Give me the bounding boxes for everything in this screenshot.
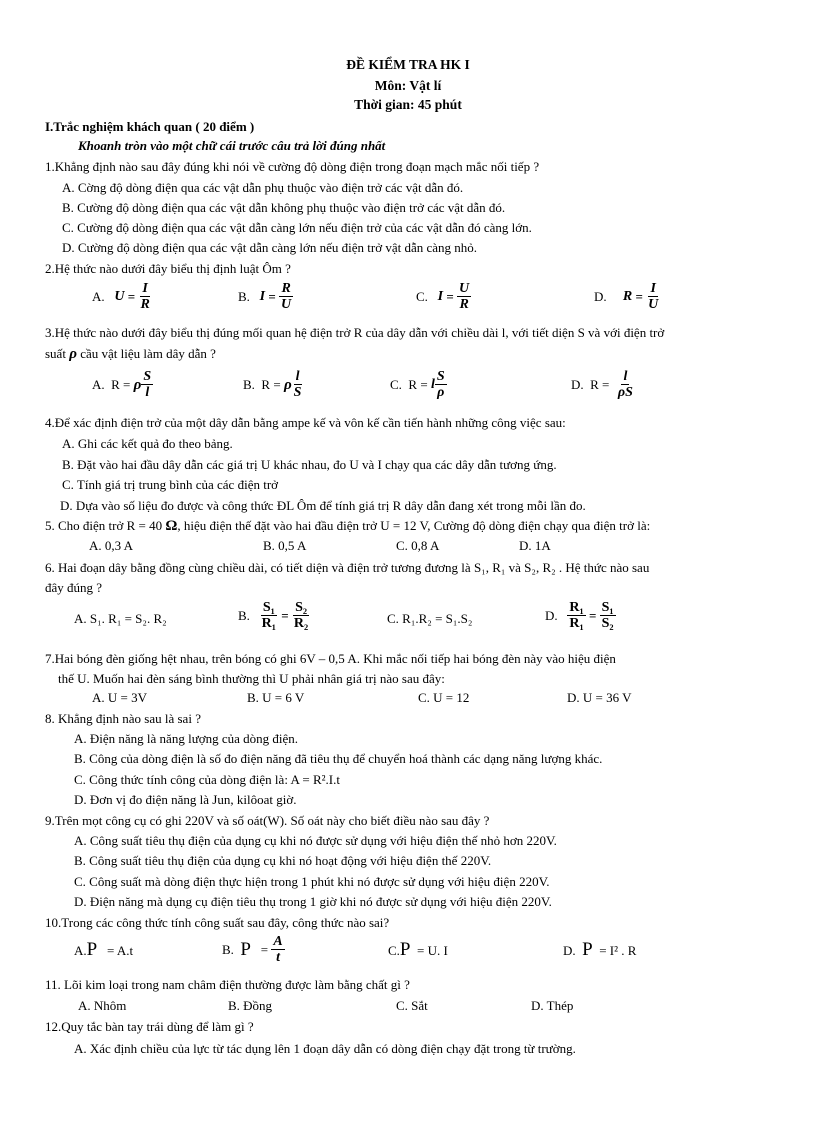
q10-option-d[interactable] — [563, 939, 637, 960]
q12-option-a[interactable]: A. Xác định chiều của lực từ tác dụng lên 1 đoạn dây dẫn có dòng điện chạy đặt trong từ trường. — [74, 1041, 576, 1056]
q5-text-a: 5. Cho điện trở R = 40 — [45, 518, 163, 533]
q11-option-a[interactable]: A. Nhôm — [78, 998, 127, 1013]
q3-coef-b: ρ — [283, 376, 292, 393]
q7-option-a[interactable]: A. U = 3V — [92, 690, 147, 705]
q1-option-c[interactable]: C. Cường độ dòng điện qua các vật dẫn càng lớn nếu điện trở của các vật dẫn đó càng lớn. — [62, 220, 532, 235]
equals-sign: = — [446, 288, 454, 304]
q3-option-a[interactable] — [92, 369, 153, 400]
q5-option-a[interactable]: A. 0,3 A — [89, 538, 134, 553]
equals-sign: = — [127, 288, 136, 304]
q7-option-c[interactable]: C. U = 12 — [418, 690, 470, 705]
q2-lhs-d: R — [622, 288, 633, 304]
q4-option-c[interactable]: C. Tính giá trị trung bình của các điện trở — [62, 477, 279, 492]
q2-num-c: U — [459, 281, 470, 296]
q2-label-d: D. — [594, 288, 607, 304]
q1-option-b[interactable]: B. Cường độ dòng điện qua các vật dẫn không phụ thuộc vào điện trở các vật dẫn đó. — [62, 200, 506, 215]
question-9: 9.Trên mọt công cụ có ghi 220V và số oát(W). Số oát này cho biết điều nào sau đây ? — [45, 813, 490, 828]
q3-prefix: R = — [408, 376, 428, 392]
q3-label-d: D. — [571, 376, 584, 392]
q3-prefix: R = — [590, 376, 610, 392]
q6-b-right-den: R₂ — [293, 616, 309, 631]
q6-label-d: D. — [545, 607, 558, 623]
q6-d-left-num: R₁ — [569, 600, 584, 615]
q3-num-a: S — [143, 369, 152, 384]
q2-den-c: R — [459, 297, 469, 312]
q2-option-b[interactable] — [238, 281, 293, 312]
q2-num-b: R — [281, 281, 291, 296]
q6-option-a[interactable]: A. S₁. R₁ = S₂. R₂ — [74, 611, 167, 626]
q8-option-b[interactable]: B. Công của dòng điện là số đo điện năng đã tiêu thụ để chuyển hoá thành các dạng năng lượng khác. — [74, 751, 603, 766]
q3-den-a: l — [145, 385, 150, 400]
q8-option-d[interactable]: D. Đơn vị đo điện năng là Jun, kilôoat giờ. — [74, 792, 297, 807]
q6-b-right-num: S₂ — [295, 600, 308, 615]
q2-option-c[interactable] — [416, 281, 471, 312]
question-6-line1: 6. Hai đoạn dây bằng đồng cùng chiều dài, có tiết diện và điện trở tương đương là S₁, R₁ và S₂, R₂ . Hệ thức nào sau — [45, 560, 650, 575]
q3-label-b: B. — [243, 376, 255, 392]
q10-rhs-c: = U. I — [417, 943, 448, 958]
power-symbol: P — [86, 939, 98, 960]
question-3-line1: 3.Hệ thức nào dưới đây biểu thị đúng mối quan hệ điện trở R của dây dẫn với chiều dài l, với tiết diện S và với điện trở — [45, 325, 665, 340]
q10-option-b[interactable] — [222, 934, 285, 965]
q2-den-a: R — [140, 297, 150, 312]
q9-option-d[interactable]: D. Điện năng mà dụng cụ điện tiêu thụ trong 1 giờ khi nó được sử dụng với hiệu điện 220V. — [74, 894, 552, 909]
q6-b-left-num: S₁ — [262, 600, 275, 615]
q2-lhs-a: U — [114, 288, 125, 304]
question-7-line1: 7.Hai bóng đèn giống hệt nhau, trên bóng có ghi 6V – 0,5 A. Khi mắc nối tiếp hai bóng đèn này vào hiệu điện — [45, 651, 616, 666]
q3-den-d: ρS — [617, 385, 633, 400]
q6-label-b: B. — [238, 607, 250, 623]
power-symbol: P — [399, 939, 411, 960]
q11-option-b[interactable]: B. Đồng — [228, 998, 273, 1013]
q3-option-c[interactable] — [390, 369, 447, 400]
question-6-line2: đây đúng ? — [45, 580, 103, 595]
q2-num-d: I — [650, 281, 656, 296]
q2-label-a: A. — [92, 288, 105, 304]
q3-den-b: S — [293, 385, 302, 400]
q10-label-c: C. — [388, 943, 400, 958]
q10-rhs-a: = A.t — [106, 943, 134, 958]
q9-option-a[interactable]: A. Công suất tiêu thụ điện của dụng cụ khi nó được sử dụng với hiệu điện thế nhỏ hơn 220V. — [74, 833, 557, 848]
question-2: 2.Hệ thức nào dưới đây biểu thị định luật Ôm ? — [45, 261, 291, 276]
q5-option-c[interactable]: C. 0,8 A — [396, 538, 440, 553]
q10-num-b: A — [273, 934, 283, 949]
q2-label-c: C. — [416, 288, 428, 304]
q8-option-c[interactable]: C. Công thức tính công của dòng điện là: A = R².I.t — [74, 772, 340, 787]
q3-num-d: l — [623, 369, 628, 384]
equals-sign: = — [281, 607, 289, 623]
question-7-line2: thế U. Muốn hai đèn sáng bình thường thì U phải nhân giá trị nào sau đây: — [58, 671, 445, 686]
question-8: 8. Khẳng định nào sau là sai ? — [45, 711, 201, 726]
q5-option-b[interactable]: B. 0,5 A — [263, 538, 307, 553]
q11-option-d[interactable]: D. Thép — [531, 998, 574, 1013]
q10-label-a: A. — [74, 943, 87, 958]
exam-time: Thời gian: 45 phút — [354, 97, 462, 112]
q7-option-b[interactable]: B. U = 6 V — [247, 690, 305, 705]
q5-text-b: , hiệu điện thế đặt vào hai đầu điện trở U = 12 V, Cường độ dòng điện chạy qua điện trở là: — [177, 518, 651, 533]
q8-option-a[interactable]: A. Điện năng là năng lượng của dòng điện. — [74, 731, 299, 746]
section-title: I.Trắc nghiệm khách quan ( 20 điểm ) — [45, 119, 255, 134]
q6-option-d[interactable] — [545, 600, 616, 631]
exam-title: ĐỀ KIỂM TRA HK I — [346, 57, 470, 72]
q6-d-right-num: S₁ — [601, 600, 614, 615]
q6-option-c[interactable]: C. R₁.R₂ = S₁.S₂ — [387, 611, 473, 626]
q5-option-d[interactable]: D. 1A — [519, 538, 551, 553]
q2-option-d[interactable] — [594, 281, 660, 312]
q2-option-a[interactable] — [92, 281, 152, 312]
equals-sign: = — [588, 607, 597, 623]
q3-option-b[interactable] — [243, 369, 303, 400]
q10-label-b: B. — [222, 941, 234, 957]
q10-option-c[interactable] — [388, 939, 448, 960]
question-10: 10.Trong các công thức tính công suất sau đây, công thức nào sai? — [45, 915, 390, 930]
q3-option-d[interactable] — [571, 369, 635, 400]
q3-label-a: A. — [92, 376, 105, 392]
q3-num-b: l — [295, 369, 300, 384]
rho-symbol: ρ — [69, 346, 77, 362]
q3-coef-a: ρ — [133, 376, 142, 393]
q11-option-c[interactable]: C. Sắt — [396, 998, 428, 1013]
q10-label-d: D. — [563, 943, 576, 958]
question-12: 12.Quy tắc bàn tay trái dùng để làm gì ? — [45, 1019, 254, 1034]
equals-sign: = — [268, 288, 276, 304]
q6-b-left-den: R₁ — [261, 616, 276, 631]
q1-option-d[interactable]: D. Cường độ dòng điện qua các vật dẫn càng lớn nếu điện trở vật dẫn càng nhỏ. — [62, 240, 478, 255]
q3-text-suat: suất — [45, 346, 66, 361]
q1-option-a[interactable]: A. Cờng độ dòng điện qua các vật dẫn phụ thuộc vào điện trở các vật dẫn đó. — [62, 180, 464, 195]
q3-prefix: R = — [261, 376, 281, 392]
q6-d-right-den: S₂ — [601, 616, 614, 631]
q9-option-b[interactable]: B. Công suất tiêu thụ điện của dụng cụ khi nó hoạt động với hiệu điện thế 220V. — [74, 853, 492, 868]
question-11: 11. Lõi kim loại trong nam châm điện thường được làm bằng chất gì ? — [45, 977, 410, 992]
q4-option-b[interactable]: B. Đặt vào hai đầu dây dẫn các giá trị U khác nhau, đo U và I chạy qua các dây dẫn tương ứng. — [62, 457, 557, 472]
q3-label-c: C. — [390, 376, 402, 392]
q7-option-d[interactable]: D. U = 36 V — [567, 690, 632, 705]
q4-option-d[interactable]: D. Dựa vào số liệu đo được và công thức ĐL Ôm để tính giá trị R dây dẫn đang xét trong mỗi lần đo. — [60, 498, 586, 513]
omega-symbol: Ω — [165, 518, 178, 534]
q2-lhs-c: I — [437, 288, 444, 304]
q3-den-c: ρ — [437, 385, 445, 400]
q2-num-a: I — [142, 281, 148, 296]
q10-option-a[interactable] — [74, 939, 134, 960]
section-instruction: Khoanh tròn vào một chữ cái trước câu trả lời đúng nhất — [78, 138, 386, 153]
equals-sign: = — [260, 941, 269, 957]
q10-den-b: t — [276, 950, 280, 965]
q10-rhs-d: = I² . R — [599, 943, 637, 958]
q2-den-b: U — [281, 297, 292, 312]
power-symbol: P — [240, 938, 251, 960]
q3-text-end: cầu vật liệu làm dây dẫn ? — [80, 346, 216, 361]
q4-option-a[interactable]: A. Ghi các kết quả đo theo bảng. — [62, 436, 233, 451]
exam-subject: Môn: Vật lí — [374, 78, 442, 93]
question-4: 4.Để xác định điện trở của một dây dẫn bằng ampe kế và vôn kế cần tiến hành những công việc sau: — [45, 415, 566, 430]
q3-num-c: S — [436, 369, 445, 384]
q2-den-d: U — [648, 297, 659, 312]
q2-lhs-b: I — [259, 288, 266, 304]
q3-coef-c: l — [430, 376, 435, 392]
q6-d-left-den: R₁ — [569, 616, 584, 631]
q6-option-b[interactable] — [238, 600, 310, 631]
q9-option-c[interactable]: C. Công suất mà dòng điện thực hiện trong 1 phút khi nó được sử dụng với hiệu điện 220V. — [74, 874, 550, 889]
question-3-line2 — [45, 346, 216, 362]
power-symbol: P — [582, 939, 593, 960]
equals-sign: = — [635, 288, 643, 304]
question-1: 1.Khẳng định nào sau đây đúng khi nói về cường độ dòng điện trong đoạn mạch mắc nối tiếp ? — [45, 159, 540, 174]
q2-label-b: B. — [238, 288, 250, 304]
q3-prefix: R = — [111, 376, 131, 392]
question-5 — [45, 518, 650, 534]
